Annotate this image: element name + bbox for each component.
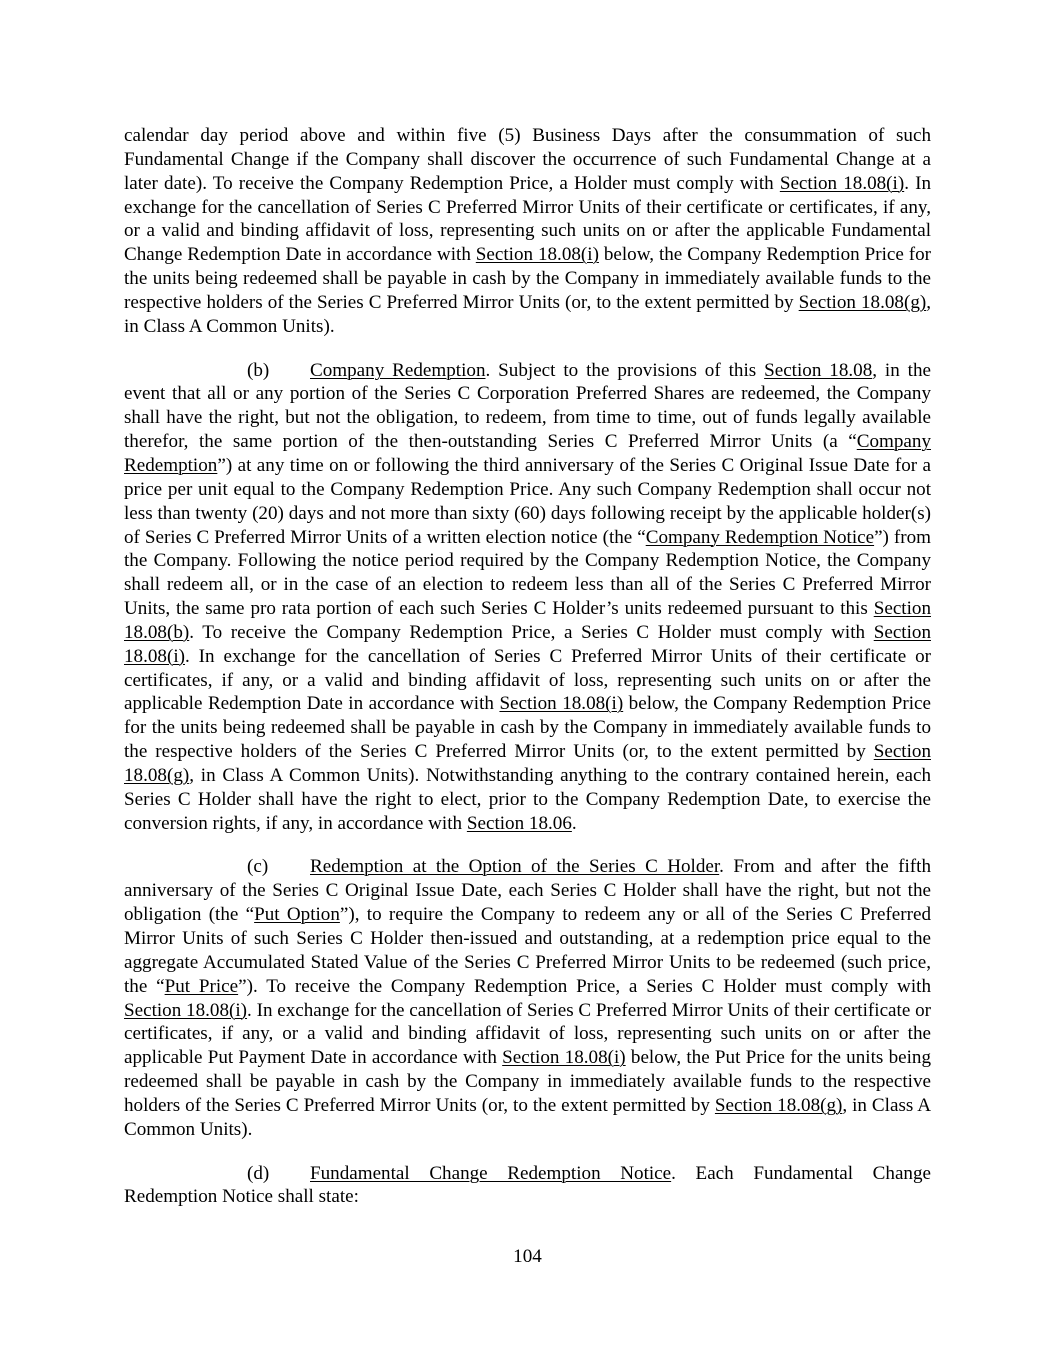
section-reference: Section 18.08(i) xyxy=(124,621,931,667)
section-reference: Section 18.08(i) xyxy=(502,1047,626,1069)
run: , in Class A Common Units). xyxy=(124,291,932,337)
run: ”) from the Company. Following the notice period required by the Company Redemption Notice, the Company shall redeem all, or in the case of an election to redeem less than all of the Series C Preferred Mirror Units, the same pro rata portion of each such Series C Holder’s units redeemed pursuant to this xyxy=(124,526,931,620)
section-reference: Section 18.08(g) xyxy=(798,291,927,313)
defined-term: Put Option xyxy=(254,904,340,926)
run: , in Class A Common Units). xyxy=(124,1094,931,1140)
defined-term: Company Redemption xyxy=(124,431,931,476)
run: . xyxy=(571,812,577,834)
run: calendar day period above and within five (5) Business Days after the consummation of such Fundamental Change if the Company shall discover the occurrence of such Fundamental Change at a later date). To receive the Company Redemption Price, a Holder must comply with xyxy=(124,125,931,194)
section-reference: Section 18.06 xyxy=(466,812,572,834)
paragraph-b xyxy=(124,359,931,836)
paragraph-c xyxy=(124,855,931,1141)
run: below, the Put Price for the units being redeemed shall be payable in cash by the Company in immediately available funds to the respective holders of the Series C Preferred Mirror Units (or, to the extent permitted by xyxy=(124,1047,931,1116)
paragraph-heading: Fundamental Change Redemption Notice xyxy=(310,1162,672,1184)
section-reference: Section 18.08(g) xyxy=(124,741,931,786)
run: below, the Company Redemption Price for the units being redeemed shall be payable in cash by the Company in immediately available funds to the respective holders of the Series C Preferred Mirror Units (or, to the extent permitted by xyxy=(124,693,931,763)
run: . In exchange for the cancellation of Series C Preferred Mirror Units of their certificate or certificates, if any, or a valid and binding affidavit of loss, representing such units on or after the applicable Redemption Date in accordance with xyxy=(124,645,931,715)
run: ”), to require the Company to redeem any or all of the Series C Preferred Mirror Units of such Series C Holder then-issued and outstanding, at a redemption price equal to the aggregate Accumulated Stated Value of the Series C Preferred Mirror Units to be redeemed (such price, the “ xyxy=(124,904,931,997)
run: , in the event that all or any portion of the Series C Corporation Preferred Shares are redeemed, the Company shall have the right, but not the obligation, to redeem, from time to time, out of funds legally available therefor, the same portion of the then-outstanding Series C Preferred Mirror Units (a “ xyxy=(124,359,932,453)
section-reference: Section 18.08(i) xyxy=(779,172,905,194)
run: . Subject to the provisions of this xyxy=(485,359,765,381)
run: ”). To receive the Company Redemption Price, a Series C Holder must comply with xyxy=(238,975,931,997)
paragraph-heading: Redemption at the Option of the Series C Holder xyxy=(310,856,720,878)
document-page xyxy=(124,124,931,1209)
run: below, the Company Redemption Price for the units being redeemed shall be payable in cash by the Company in immediately available funds to the respective holders of the Series C Preferred Mirror Units (or, to the extent permitted by xyxy=(124,244,931,313)
paragraph-a-continued xyxy=(124,124,931,339)
page-number: 104 xyxy=(513,1246,542,1267)
section-reference: Section 18.08(b) xyxy=(124,598,931,643)
run: . In exchange for the cancellation of Series C Preferred Mirror Units of their certificate or certificates, if any, or a valid and binding affidavit of loss, representing such units on or after the applicable Put Payment Date in accordance with xyxy=(124,999,931,1069)
run: ”) at any time on or following the third anniversary of the Series C Original Issue Date for a price per unit equal to the Company Redemption Price. Any such Company Redemption shall occur not less than twenty (20) days and not more than sixty (60) days following receipt by the applicable holder(s) of Series C Preferred Mirror Units of a written election notice (the “ xyxy=(124,454,931,548)
run: . In exchange for the cancellation of Series C Preferred Mirror Units of their certificate or certificates, if any, or a valid and binding affidavit of loss, representing such units on or after the applicable Fundamental Change Redemption Date in accordance with xyxy=(124,172,932,266)
paragraph-label: (d) xyxy=(247,1162,270,1184)
section-reference: Section 18.08(g) xyxy=(714,1094,843,1116)
paragraph-label: (b) xyxy=(247,359,270,381)
run: . Each Fundamental Change Redemption Notice shall state: xyxy=(124,1162,931,1208)
defined-term: Company Redemption Notice xyxy=(645,526,875,548)
section-reference: Section 18.08(i) xyxy=(475,244,599,266)
paragraph-d xyxy=(124,1162,931,1210)
section-reference: Section 18.08(i) xyxy=(124,999,248,1021)
paragraph-heading: Company Redemption xyxy=(310,359,486,381)
section-reference: Section 18.08(i) xyxy=(499,693,624,715)
paragraph-label: (c) xyxy=(247,856,269,878)
run: . To receive the Company Redemption Price, a Series C Holder must comply with xyxy=(189,621,874,643)
section-reference: Section 18.08 xyxy=(764,359,873,381)
run: . From and after the fifth anniversary of the Series C Original Issue Date, each Series C Holder shall have the right, but not the obligation (the “ xyxy=(124,856,931,926)
run: , in Class A Common Units). Notwithstanding anything to the contrary contained herein, each Series C Holder shall have the right to elect, prior to the Company Redemption Date, to exercise the conversion rights, if any, in accordance with xyxy=(124,764,931,834)
defined-term: Put Price xyxy=(164,975,239,997)
